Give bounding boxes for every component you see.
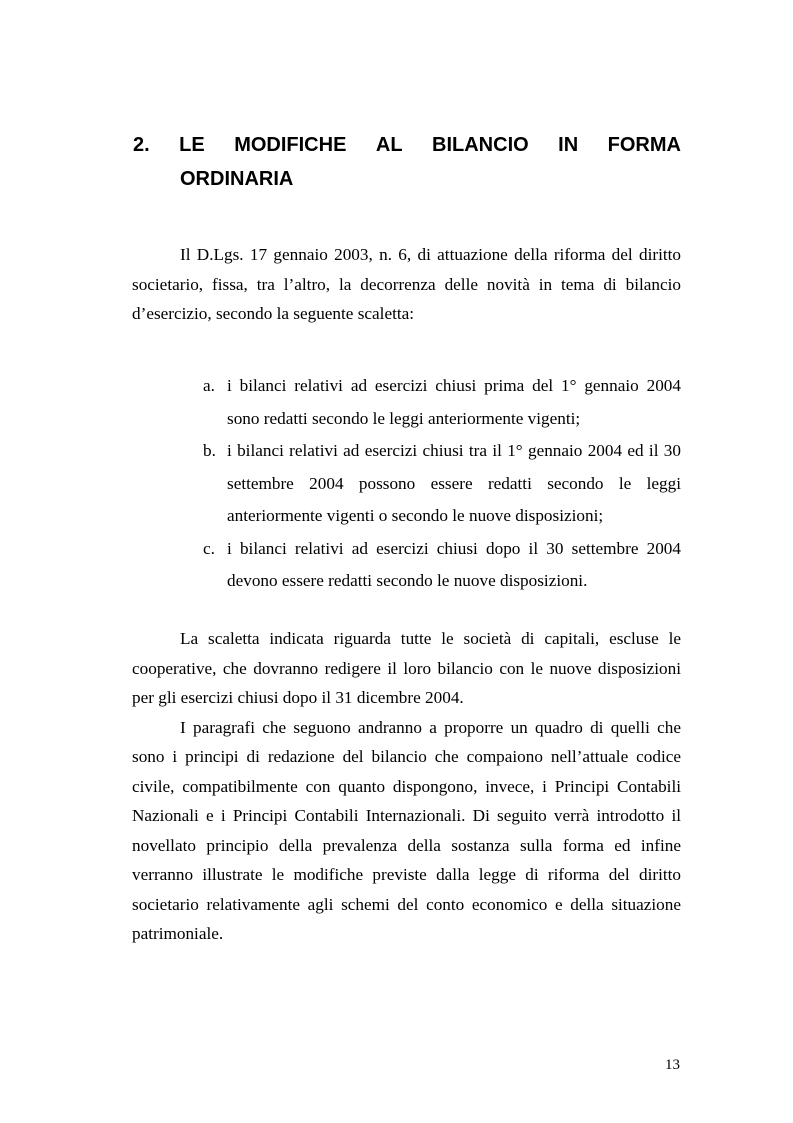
deadline-list bbox=[203, 370, 681, 598]
heading-word: MODIFICHE bbox=[234, 134, 347, 156]
list-item-text: i bilanci relativi ad esercizi chiusi dopo il 30 settembre 2004 devono essere redatti secondo le nuove disposizioni. bbox=[227, 538, 681, 590]
heading-word: FORMA bbox=[607, 134, 681, 156]
section-heading-line-2: ORDINARIA bbox=[180, 168, 294, 190]
heading-word: BILANCIO bbox=[432, 134, 529, 156]
list-item-text: i bilanci relativi ad esercizi chiusi tra il 1° gennaio 2004 ed il 30 settembre 2004 possono essere redatti secondo le leggi anteriormente vigenti o secondo le nuove disposizioni; bbox=[227, 441, 681, 525]
section-heading-line-1 bbox=[133, 128, 681, 162]
body-paragraph: La scaletta indicata riguarda tutte le società di capitali, escluse le cooperative, che dovranno redigere il loro bilancio con le nuove disposizioni per gli esercizi chiusi dopo il 31 dicembre 2004. bbox=[132, 629, 681, 707]
heading-word: AL bbox=[375, 134, 403, 156]
list-marker: c. bbox=[203, 538, 215, 558]
list-item bbox=[203, 533, 681, 598]
page-number: 13 bbox=[665, 1057, 680, 1073]
section-heading bbox=[133, 128, 681, 196]
section-number: 2. bbox=[133, 134, 150, 156]
body-paragraph: I paragrafi che seguono andranno a proporre un quadro di quelli che sono i principi di redazione del bilancio che compaiono nell’attuale codice civile, compatibilmente con quanto dispongono, invece, i Principi Contabili Nazionali e i Principi Contabili Internazionali. Di seguito verrà introdotto il novellato principio della prevalenza della sostanza sulla forma ed infine verranno illustrate le modifiche previste dalla legge di riforma del diritto societario relativamente agli schemi del conto economico e della situazione patrimoniale. bbox=[132, 717, 681, 943]
list-marker: b. bbox=[203, 441, 216, 460]
list-item bbox=[203, 370, 681, 435]
body-block bbox=[132, 624, 681, 949]
intro-paragraph: Il D.Lgs. 17 gennaio 2003, n. 6, di attuazione della riforma del diritto societario, fissa, tra l’altro, la decorrenza delle novità in tema di bilancio d’esercizio, secondo la seguente scaletta: bbox=[132, 245, 681, 323]
heading-word: LE bbox=[179, 134, 205, 156]
intro-block bbox=[132, 240, 681, 329]
list-item bbox=[203, 435, 681, 533]
list-marker: a. bbox=[203, 376, 215, 395]
list-item-text: i bilanci relativi ad esercizi chiusi prima del 1° gennaio 2004 sono redatti secondo le leggi anteriormente vigenti; bbox=[227, 376, 681, 428]
heading-word: IN bbox=[558, 134, 579, 156]
